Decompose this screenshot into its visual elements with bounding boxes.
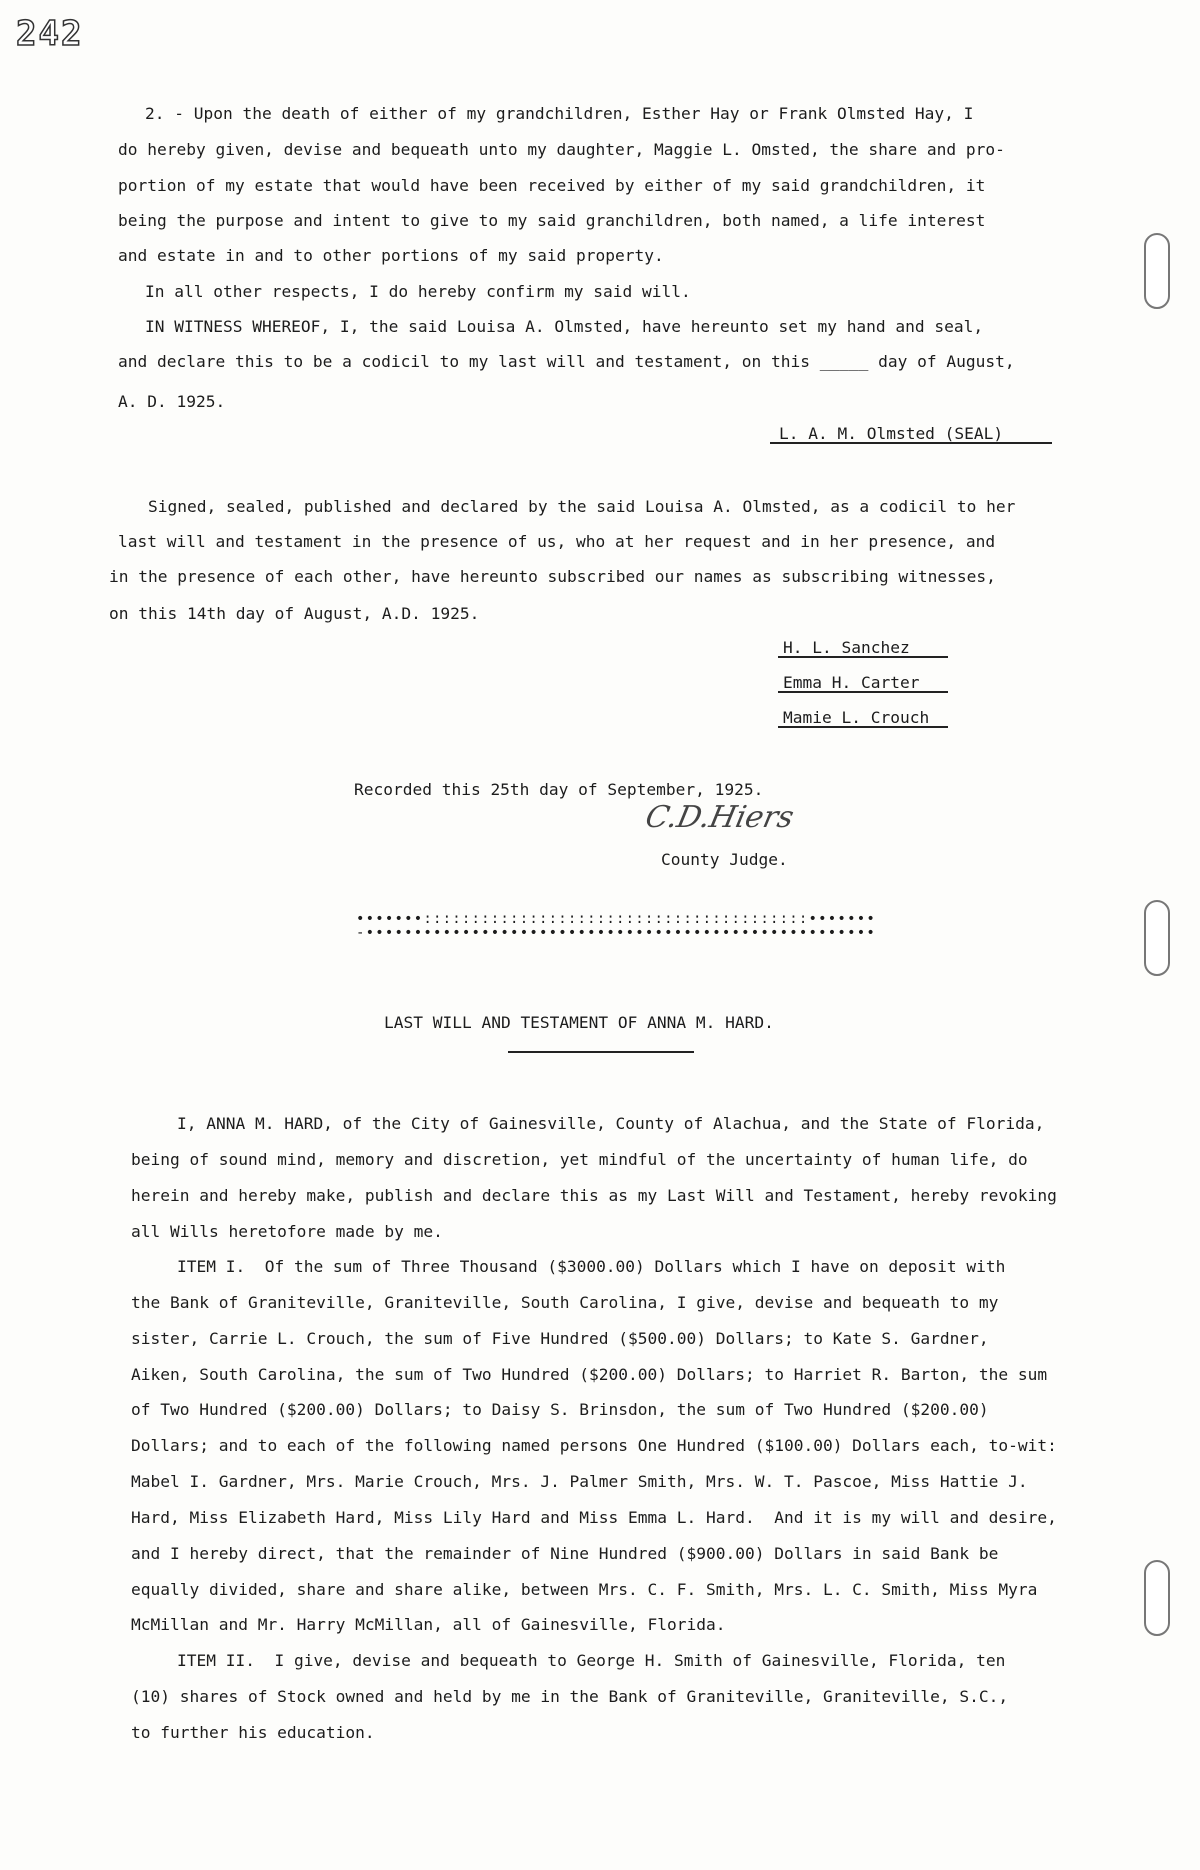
will-intro-line-1: I, ANNA M. HARD, of the City of Gainesville, County of Alachua, and the State of Florida, (177, 1114, 1045, 1133)
testator-signature: L. A. M. Olmsted (SEAL) (779, 424, 1004, 443)
item-1-line-11: McMillan and Mr. Harry McMillan, all of Gainesville, Florida. (131, 1615, 726, 1634)
codicil-p1-line-1: 2. - Upon the death of either of my grandchildren, Esther Hay or Frank Olmsted Hay, I (145, 104, 974, 123)
separator-row-1: •••••••::::::::::::::::::::::::::::::::::::::::••••••• (356, 911, 876, 927)
judge-title: County Judge. (661, 850, 788, 869)
codicil-p1-line-3: portion of my estate that would have been received by either of my said grandchildren, it (118, 176, 986, 195)
codicil-p1-line-5: and estate in and to other portions of my said property. (118, 246, 664, 265)
page-number: 242 (16, 14, 84, 54)
attestation-line-3: in the presence of each other, have hereunto subscribed our names as subscribing witnesses, (109, 567, 996, 586)
item-2-line-3: to further his education. (131, 1723, 375, 1742)
item-1-line-4: Aiken, South Carolina, the sum of Two Hundred ($200.00) Dollars; to Harriet R. Barton, the sum (131, 1365, 1048, 1384)
codicil-p2: In all other respects, I do hereby confirm my said will. (145, 282, 691, 301)
item-1-line-7: Mabel I. Gardner, Mrs. Marie Crouch, Mrs. J. Palmer Smith, Mrs. W. T. Pascoe, Miss Hattie J. (131, 1472, 1028, 1491)
codicil-p3-line-2: and declare this to be a codicil to my last will and testament, on this _____ day of August, (118, 352, 1015, 371)
witness-3-line (778, 726, 948, 728)
will-intro-line-3: herein and hereby make, publish and declare this as my Last Will and Testament, hereby revoking (131, 1186, 1057, 1205)
codicil-p3-line-3: A. D. 1925. (118, 392, 226, 411)
item-2-line-1: ITEM II. I give, devise and bequeath to George H. Smith of Gainesville, Florida, ten (177, 1651, 1006, 1670)
attestation-line-1: Signed, sealed, published and declared by the said Louisa A. Olmsted, as a codicil to her (148, 497, 1016, 516)
item-2-line-2: (10) shares of Stock owned and held by me in the Bank of Graniteville, Graniteville, S.C., (131, 1687, 1009, 1706)
will-title: LAST WILL AND TESTAMENT OF ANNA M. HARD. (384, 1013, 774, 1032)
item-1-line-3: sister, Carrie L. Crouch, the sum of Five Hundred ($500.00) Dollars; to Kate S. Gardner, (131, 1329, 989, 1348)
attestation-line-4: on this 14th day of August, A.D. 1925. (109, 604, 480, 623)
witness-2: Emma H. Carter (783, 673, 920, 692)
item-1-line-8: Hard, Miss Elizabeth Hard, Miss Lily Hard and Miss Emma L. Hard. And it is my will and desire, (131, 1508, 1057, 1527)
item-1-line-9: and I hereby direct, that the remainder of Nine Hundred ($900.00) Dollars in said Bank be (131, 1544, 999, 1563)
item-1-line-6: Dollars; and to each of the following named persons One Hundred ($100.00) Dollars each, to-wit: (131, 1436, 1057, 1455)
item-1-line-1: ITEM I. Of the sum of Three Thousand ($3000.00) Dollars which I have on deposit with (177, 1257, 1006, 1276)
codicil-p1-line-2: do hereby given, devise and bequeath unto my daughter, Maggie L. Omsted, the share and pro- (118, 140, 1005, 159)
recorded-line: Recorded this 25th day of September, 1925. (354, 780, 764, 799)
item-1-line-10: equally divided, share and share alike, between Mrs. C. F. Smith, Mrs. L. C. Smith, Miss Myra (131, 1580, 1038, 1599)
will-intro-line-4: all Wills heretofore made by me. (131, 1222, 443, 1241)
judge-handwritten-signature: C.D.Hiers (642, 800, 797, 835)
witness-1: H. L. Sanchez (783, 638, 910, 657)
separator-row-2: -••••••••••••••••••••••••••••••••••••••••••••••••••••• (356, 925, 876, 941)
binder-hole-bottom (1144, 1560, 1170, 1636)
attestation-line-2: last will and testament in the presence of us, who at her request and in her presence, and (118, 532, 996, 551)
codicil-p1-line-4: being the purpose and intent to give to my said granchildren, both named, a life interest (118, 211, 986, 230)
binder-hole-top (1144, 233, 1170, 309)
signature-line (770, 442, 1052, 444)
will-title-underline (508, 1051, 694, 1053)
codicil-p3-line-1: IN WITNESS WHEREOF, I, the said Louisa A. Olmsted, have hereunto set my hand and seal, (145, 317, 984, 336)
witness-2-line (778, 691, 948, 693)
item-1-line-2: the Bank of Graniteville, Graniteville, South Carolina, I give, devise and bequeath to my (131, 1293, 999, 1312)
item-1-line-5: of Two Hundred ($200.00) Dollars; to Daisy S. Brinsdon, the sum of Two Hundred ($200.00) (131, 1400, 989, 1419)
witness-1-line (778, 656, 948, 658)
will-intro-line-2: being of sound mind, memory and discretion, yet mindful of the uncertainty of human life, do (131, 1150, 1028, 1169)
witness-3: Mamie L. Crouch (783, 708, 930, 727)
binder-hole-middle (1144, 900, 1170, 976)
